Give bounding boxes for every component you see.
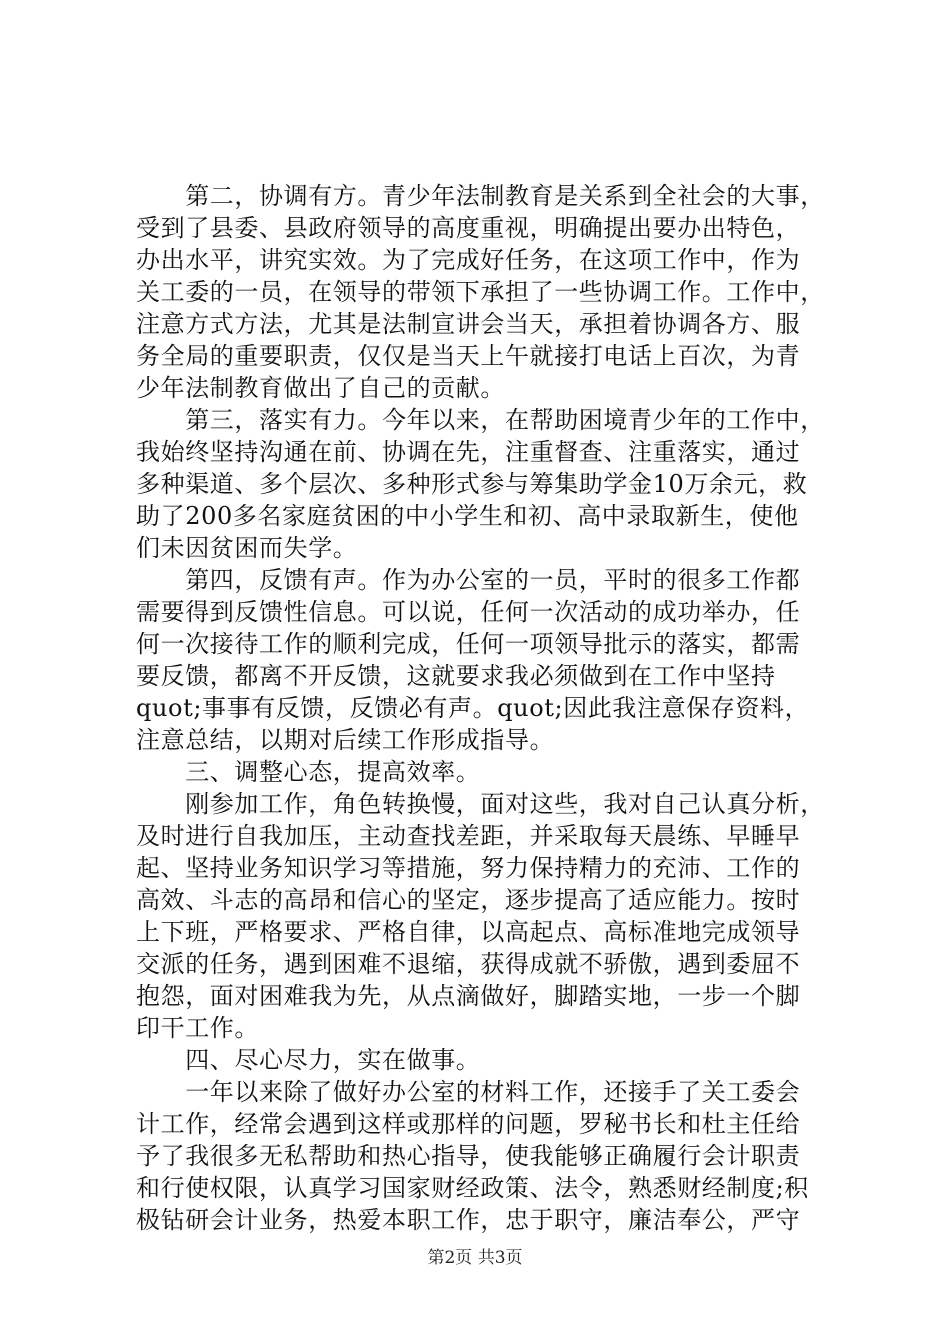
text-line: 受到了县委、县政府领导的高度重视，明确提出要办出特色， (136, 214, 801, 242)
section-heading: 四、尽心尽力，实在做事。 (136, 1046, 481, 1074)
text-line: 助了200多名家庭贫困的中小学生和初、高中录取新生，使他 (136, 502, 799, 530)
text-line: 我始终坚持沟通在前、协调在先，注重督查、注重落实，通过 (136, 438, 801, 466)
text-line: 起、坚持业务知识学习等措施，努力保持精力的充沛、工作的 (136, 854, 801, 882)
page-number-footer: 第2页 共3页 (427, 1248, 523, 1268)
text-line: 办出水平，讲究实效。为了完成好任务，在这项工作中，作为 (136, 246, 801, 274)
text-line: 们未因贫困而失学。 (136, 534, 358, 562)
text-line: 要反馈，都离不开反馈，这就要求我必须做到在工作中坚持 (136, 662, 776, 690)
text-line: 刚参加工作，角色转换慢，面对这些，我对自己认真分析， (136, 790, 825, 818)
text-line: 上下班，严格要求、严格自律，以高起点、高标准地完成领导 (136, 918, 801, 946)
text-line: 注意总结，以期对后续工作形成指导。 (136, 726, 555, 754)
text-line: quot;事事有反馈，反馈必有声。quot;因此我注意保存资料， (136, 694, 810, 722)
text-line: 第三，落实有力。今年以来，在帮助困境青少年的工作中， (136, 406, 825, 434)
text-line: 计工作，经常会遇到这样或那样的问题，罗秘书长和杜主任给 (136, 1110, 801, 1138)
section-heading: 三、调整心态，提高效率。 (136, 758, 481, 786)
text-line: 何一次接待工作的顺利完成，任何一项领导批示的落实，都需 (136, 630, 801, 658)
text-line: 少年法制教育做出了自己的贡献。 (136, 374, 505, 402)
text-line: 交派的任务，遇到困难不退缩，获得成就不骄傲，遇到委屈不 (136, 950, 801, 978)
text-line: 第四，反馈有声。作为办公室的一员，平时的很多工作都 (136, 566, 801, 594)
text-line: 需要得到反馈性信息。可以说，任何一次活动的成功举办，任 (136, 598, 801, 626)
text-line: 第二，协调有方。青少年法制教育是关系到全社会的大事， (136, 182, 825, 210)
text-line: 及时进行自我加压，主动查找差距，并采取每天晨练、早睡早 (136, 822, 801, 850)
text-line: 极钻研会计业务，热爱本职工作，忠于职守，廉洁奉公，严守 (136, 1206, 801, 1234)
text-line: 一年以来除了做好办公室的材料工作，还接手了关工委会 (136, 1078, 801, 1106)
text-line: 高效、斗志的高昂和信心的坚定，逐步提高了适应能力。按时 (136, 886, 801, 914)
text-line: 务全局的重要职责，仅仅是当天上午就接打电话上百次，为青 (136, 342, 801, 370)
text-line: 注意方式方法，尤其是法制宣讲会当天，承担着协调各方、服 (136, 310, 801, 338)
text-line: 和行使权限，认真学习国家财经政策、法令，熟悉财经制度;积 (136, 1174, 809, 1202)
text-line: 予了我很多无私帮助和热心指导，使我能够正确履行会计职责 (136, 1142, 801, 1170)
text-line: 抱怨，面对困难我为先，从点滴做好，脚踏实地，一步一个脚 (136, 982, 801, 1010)
text-line: 关工委的一员，在领导的带领下承担了一些协调工作。工作中， (136, 278, 825, 306)
text-line: 多种渠道、多个层次、多种形式参与筹集助学金10万余元，救 (136, 470, 808, 498)
text-line: 印干工作。 (136, 1014, 259, 1042)
